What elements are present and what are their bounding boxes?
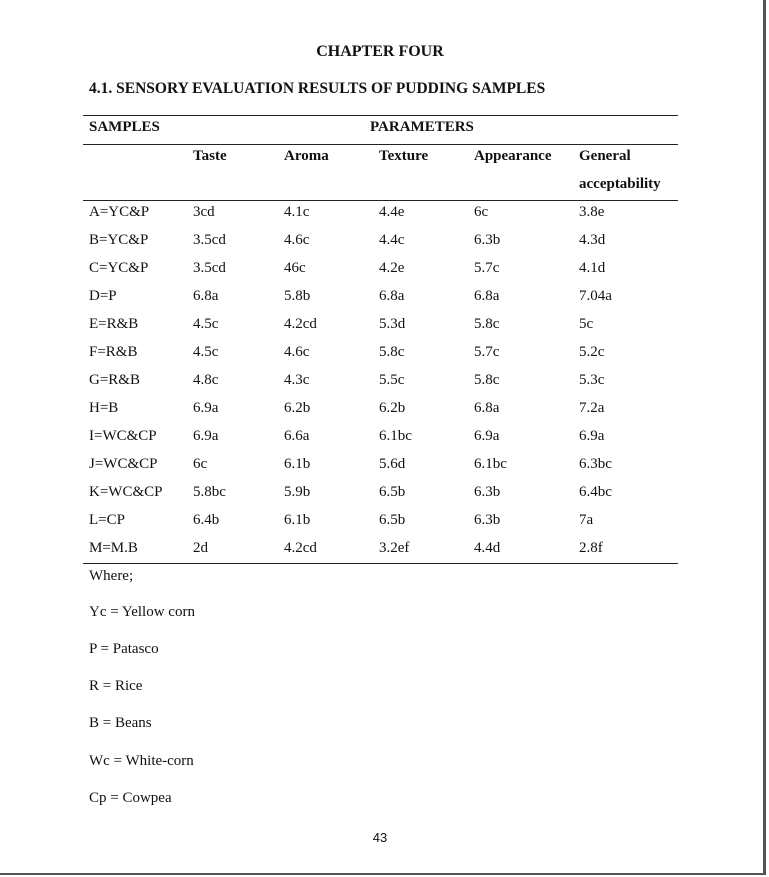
where-label: Where; — [89, 568, 134, 584]
parameters-header: PARAMETERS — [370, 119, 474, 135]
column-header-appearance: Appearance — [474, 148, 552, 164]
table-cell-value: 5.5c — [379, 372, 405, 388]
table-cell-value: 4.4c — [379, 232, 405, 248]
table-cell-value: 6.8a — [474, 288, 500, 304]
table-cell-value: 7.04a — [579, 288, 612, 304]
table-body-rule — [83, 200, 678, 201]
table-cell-value: 6.9a — [193, 428, 219, 444]
table-cell-sample: B=YC&P — [89, 232, 149, 248]
legend-item-cowpea: Cp = Cowpea — [89, 790, 172, 806]
table-cell-value: 5.8c — [474, 372, 500, 388]
table-cell-sample: D=P — [89, 288, 117, 304]
legend-item-patasco: P = Patasco — [89, 641, 159, 657]
table-cell-value: 4.4e — [379, 204, 405, 220]
table-cell-value: 5.3d — [379, 316, 406, 332]
table-cell-value: 6.4b — [193, 512, 220, 528]
table-cell-value: 6.3b — [474, 484, 501, 500]
table-cell-value: 6.8a — [379, 288, 405, 304]
column-header-taste: Taste — [193, 148, 227, 164]
table-cell-value: 7.2a — [579, 400, 605, 416]
legend-item-white-corn: Wc = White-corn — [89, 753, 194, 769]
legend-item-rice: R = Rice — [89, 678, 143, 694]
table-cell-value: 4.8c — [193, 372, 219, 388]
table-cell-value: 4.3d — [579, 232, 606, 248]
chapter-title: CHAPTER FOUR — [316, 43, 444, 60]
table-cell-value: 4.1d — [579, 260, 606, 276]
table-cell-sample: K=WC&CP — [89, 484, 163, 500]
table-cell-value: 6.9a — [579, 428, 605, 444]
table-cell-value: 6.6a — [284, 428, 310, 444]
table-cell-value: 6.1b — [284, 456, 311, 472]
samples-header: SAMPLES — [89, 119, 160, 135]
table-cell-value: 4.6c — [284, 232, 310, 248]
table-cell-value: 6.5b — [379, 512, 406, 528]
table-cell-sample: F=R&B — [89, 344, 138, 360]
table-cell-value: 6.1bc — [379, 428, 412, 444]
table-cell-value: 3.5cd — [193, 232, 226, 248]
table-header-rule — [83, 144, 678, 145]
table-cell-value: 3cd — [193, 204, 215, 220]
table-cell-sample: I=WC&CP — [89, 428, 157, 444]
table-cell-value: 5.6d — [379, 456, 406, 472]
table-bottom-rule — [83, 563, 678, 564]
table-cell-value: 5c — [579, 316, 594, 332]
table-cell-value: 6.9a — [193, 400, 219, 416]
table-cell-sample: J=WC&CP — [89, 456, 158, 472]
table-cell-value: 3.2ef — [379, 540, 410, 556]
page-number: 43 — [372, 830, 388, 845]
table-cell-value: 6.2b — [379, 400, 406, 416]
table-cell-value: 2.8f — [579, 540, 603, 556]
table-cell-sample: G=R&B — [89, 372, 140, 388]
table-cell-sample: E=R&B — [89, 316, 139, 332]
legend-item-beans: B = Beans — [89, 715, 152, 731]
table-cell-value: 6.9a — [474, 428, 500, 444]
table-cell-value: 4.2cd — [284, 316, 317, 332]
table-cell-sample: L=CP — [89, 512, 125, 528]
table-cell-sample: A=YC&P — [89, 204, 150, 220]
column-header-general: General — [579, 148, 631, 164]
table-cell-sample: C=YC&P — [89, 260, 149, 276]
table-cell-value: 5.7c — [474, 344, 500, 360]
table-cell-value: 7a — [579, 512, 594, 528]
table-cell-value: 6.3b — [474, 512, 501, 528]
table-cell-value: 4.3c — [284, 372, 310, 388]
table-cell-value: 6c — [474, 204, 489, 220]
table-cell-value: 6.1b — [284, 512, 311, 528]
table-cell-value: 5.8bc — [193, 484, 226, 500]
table-cell-value: 2d — [193, 540, 208, 556]
table-cell-value: 4.1c — [284, 204, 310, 220]
table-cell-value: 46c — [284, 260, 306, 276]
table-cell-value: 6.8a — [193, 288, 219, 304]
table-cell-value: 5.8b — [284, 288, 311, 304]
table-cell-value: 3.5cd — [193, 260, 226, 276]
table-cell-value: 4.5c — [193, 344, 219, 360]
table-cell-sample: M=M.B — [89, 540, 138, 556]
table-cell-value: 5.8c — [379, 344, 405, 360]
table-cell-value: 5.7c — [474, 260, 500, 276]
table-cell-value: 6.3bc — [579, 456, 612, 472]
table-cell-value: 6.5b — [379, 484, 406, 500]
table-cell-value: 6.3b — [474, 232, 501, 248]
table-cell-value: 5.8c — [474, 316, 500, 332]
table-cell-value: 6.4bc — [579, 484, 612, 500]
table-cell-value: 3.8e — [579, 204, 605, 220]
table-cell-value: 5.3c — [579, 372, 605, 388]
table-cell-value: 4.2cd — [284, 540, 317, 556]
table-cell-value: 4.4d — [474, 540, 501, 556]
table-cell-value: 6c — [193, 456, 208, 472]
table-cell-value: 4.2e — [379, 260, 405, 276]
table-cell-value: 5.2c — [579, 344, 605, 360]
table-cell-value: 4.6c — [284, 344, 310, 360]
table-top-rule — [83, 115, 678, 116]
table-cell-value: 6.2b — [284, 400, 311, 416]
table-cell-value: 6.8a — [474, 400, 500, 416]
column-header-aroma: Aroma — [284, 148, 329, 164]
table-cell-value: 4.5c — [193, 316, 219, 332]
column-header-texture: Texture — [379, 148, 429, 164]
legend-item-yellow-corn: Yc = Yellow corn — [89, 604, 195, 620]
table-cell-value: 6.1bc — [474, 456, 507, 472]
table-cell-sample: H=B — [89, 400, 119, 416]
column-header-acceptability: acceptability — [579, 176, 661, 192]
table-cell-value: 5.9b — [284, 484, 311, 500]
section-title: 4.1. SENSORY EVALUATION RESULTS OF PUDDING SAMPLES — [89, 80, 546, 97]
